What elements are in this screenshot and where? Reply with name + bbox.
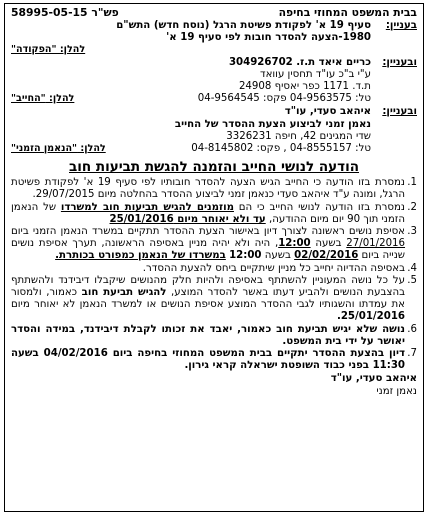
point-text-run: 25/01/2016. [336, 311, 405, 323]
point-text-run: של הנאמן הזמני תוך 90 יום מיום ההודעה, [11, 201, 405, 225]
legal-notice [4, 3, 424, 512]
debtor-role: להלן: "החייב" [11, 93, 75, 105]
notice-point [11, 324, 417, 348]
notice-point [11, 226, 417, 263]
point-text-run: נמסרת בזו הודעה כי החייב הגיש הצעה להסדר חובותיו לפי סעיף 19 א' לפקודת פשיטת הרגל, ומונה ע"ד איהאב סעדי כנאמן זמני לביצוע ההסדר בהחלטה מיום 29/07/2015. [11, 177, 406, 201]
point-number: 3. [407, 226, 417, 238]
debtor-representative: ע"י ב"כ עו"ד תחסין עוואד [260, 68, 371, 80]
point-number: 2. [407, 201, 417, 213]
notice-title: הודעה לנושי החייב והזמנה להגשת תביעות חוב [69, 159, 359, 176]
debtor-phone: טל: 04-9563575 פקס: 04-9564545 [197, 93, 371, 105]
trustee-section [11, 106, 417, 155]
point-text-run: 12:00 [229, 250, 262, 262]
case-number: פש"ר 58995-05-15 [11, 6, 119, 19]
trustee-name: איהאב סעדי, עו"ד [284, 106, 371, 118]
point-text-run: להגיש תביעת חוב [81, 287, 167, 299]
point-number: 4. [407, 262, 417, 274]
point-number: 5. [407, 274, 417, 286]
point-text-run: 12:00 [278, 238, 311, 250]
trustee-phone: טל: 04-8555157 , פקס: 04-8145802 [191, 143, 371, 155]
point-text-run: 02/02/2016 [294, 250, 359, 262]
court-name: בבית המשפט המחוזי בחיפה [278, 6, 417, 19]
signature-role: נאמן זמני [376, 385, 417, 397]
notice-points [11, 177, 417, 372]
point-text-run: אסיפת נושים ראשונה לצורך דיון באישור הצעת ההסדר תתקיים במשרד הנאמן הזמני ביום [11, 226, 405, 238]
point-text-run: עד ולא יאוחר מיום 25/01/2016 [109, 213, 266, 225]
debtor-section [11, 57, 417, 106]
matter-role: להלן: "הפקודה" [11, 44, 86, 56]
point-text [11, 348, 405, 372]
trustee-address: שדי המגינים 42, חיפה 3326231 [226, 130, 371, 142]
signature-block [11, 373, 417, 397]
point-text-run: דיון בהצעת ההסדר יתקיים בבית המשפט המחוזי בחיפה ביום 04/02/2016 בשעה 11:30 בפני כבוד השופטת ישראלה קראי גירון. [11, 348, 405, 372]
trustee-role: להלן: "הנאמן הזמני" [11, 143, 106, 155]
point-text-run: נושה שלא יגיש תביעת חוב כאמור, יאבד את זכותו לקבלת דיבידנד, במידה והסדר יאושר על ידי בית המשפט. [11, 323, 405, 347]
point-text-run: נמסרת בזו הודעה לנושי החייב כי הם [233, 201, 406, 213]
point-text-run: 27/01/2016 [346, 238, 406, 250]
signature-name: איהאב סעדי, עו"ד [330, 373, 417, 385]
point-text [11, 275, 405, 324]
debtor-address: ת.ד. 1171 כפר יאסיף 24908 [238, 81, 371, 93]
point-text-run: בשעה [310, 238, 347, 250]
matter-label: בעניין: [385, 20, 417, 31]
matter-section [11, 20, 417, 57]
debtor-label: ובעניין: [382, 56, 417, 68]
point-text-run: בשעה [261, 250, 295, 262]
notice-point [11, 263, 417, 275]
notice-point [11, 202, 417, 226]
point-text [11, 263, 405, 275]
point-number: 1. [407, 177, 417, 189]
point-text [11, 226, 405, 263]
point-text [11, 177, 405, 201]
trustee-title: נאמן זמני לביצוע הצעת ההסדר של החייב [174, 118, 371, 130]
debtor-name: כריים איאד ת.ז. 304926702 [228, 56, 371, 68]
notice-point [11, 348, 417, 372]
notice-header [11, 7, 417, 20]
point-text [11, 324, 405, 348]
notice-point [11, 275, 417, 324]
point-text-run: כאמור, ולמסור את עמדתו והשגותיו לגבי ההסדר המוצע אסיפת הנושים או למשרד הנאמן לא יאוחר מיום [11, 287, 405, 311]
matter-line-1: סעיף 19 א' לפקודת פשיטת הרגל (נוסח חדש) התש"ם [116, 20, 371, 31]
point-number: 7. [407, 348, 417, 360]
point-text-run: על כל נושה המעוניין להשתתף באסיפה ולהיות חלק מהנושים שיקבלו דיבידנד ולהשתתף בהצבעת הנושים ולהביע דעתו באשר להסדר המוצע, [11, 274, 405, 299]
point-text-run: מוזמנים להגיש תביעות חוב למשרדו [60, 201, 234, 213]
point-text-run: , היה ולא יהיה מניין באסיפה הראשונה, תערך אסיפת נושים שנייה ביום [11, 238, 405, 262]
point-text-run: באסיפה ההדיוה יחייב כל מניין שיתקיים ביחס להצעת ההסדר. [142, 262, 405, 274]
point-number: 6. [407, 323, 417, 335]
trustee-label: ובעניין: [382, 106, 417, 118]
point-text [11, 202, 405, 226]
point-text-run: במשרדו של הנאמן כמפורט בכותרת. [55, 250, 226, 262]
notice-point [11, 177, 417, 201]
matter-line-2: 1980-הצעה להסדר חובות לפי סעיף 19 א' [166, 32, 371, 44]
